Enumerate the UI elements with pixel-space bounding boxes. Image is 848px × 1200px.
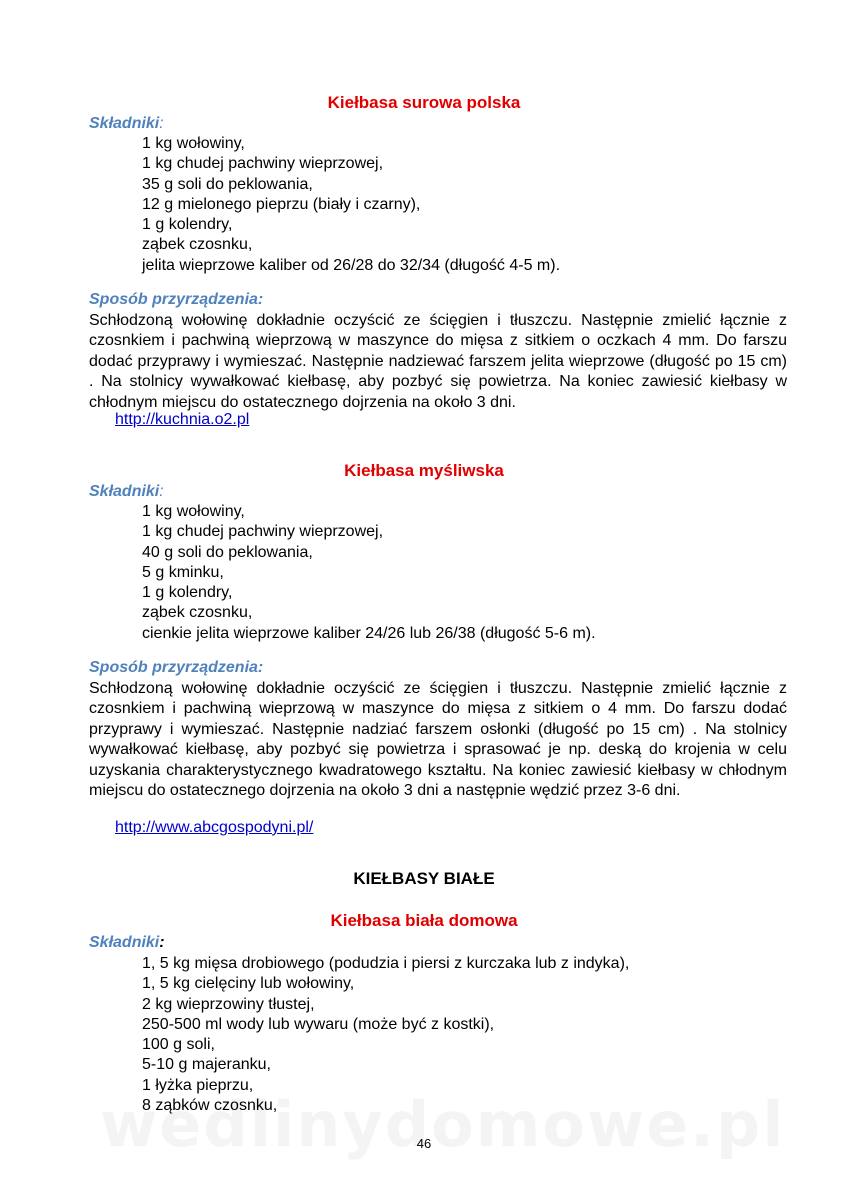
list-item: 1 g kolendry,: [142, 216, 233, 234]
list-item: ząbek czosnku,: [142, 604, 253, 622]
list-item: 1 kg wołowiny,: [142, 503, 245, 520]
ingredients-list: [142, 502, 596, 644]
recipe-title: Kiełbasa myśliwska: [344, 461, 504, 480]
list-item: 40 g soli do peklowania,: [142, 543, 313, 561]
section-heading: KIEŁBASY BIAŁE: [353, 869, 495, 888]
ingredients-label-colon: :: [159, 483, 164, 500]
ingredients-label: [89, 114, 164, 134]
list-item: jelita wieprzowe kaliber od 26/28 do 32/34 (długość 4-5 m).: [142, 256, 561, 274]
list-item: ząbek czosnku,: [142, 236, 253, 254]
list-item: 5-10 g majeranku,: [142, 1056, 271, 1074]
source-link[interactable]: http://www.abcgospodyni.pl/: [115, 819, 314, 836]
page-number: 46: [416, 1136, 432, 1151]
list-item: cienkie jelita wieprzowe kaliber 24/26 lub 26/38 (długość 5-6 m).: [142, 624, 596, 642]
ingredients-label-colon: :: [159, 115, 164, 132]
list-item: 1, 5 kg mięsa drobiowego (podudzia i piersi z kurczaka lub z indyka),: [142, 955, 630, 972]
method-text: Schłodzoną wołowinę dokładnie oczyścić ze ścięgien i tłuszczu. Następnie zmielić łącznie z czosnkiem i pachwiną wieprzową w maszynce do mięsa z sitkiem o 4 mm. Do farszu dodać przyprawy i wymieszać. Następnie nadziać farszem osłonki (długość po 15 cm) . Na stolnicy wywałkować kiełbasę, aby pozbyć się powietrza i sprasować je np. deską do krojenia w celu uzyskania charakterystycznego kwadratowego kształtu. Na koniec zawiesić kiełbasy w chłodnym miejscu do ostatecznego dojrzenia na około 3 dni a następnie wędzić przez 3-6 dni.: [89, 680, 787, 800]
method-text: Schłodzoną wołowinę dokładnie oczyścić ze ścięgien i tłuszczu. Następnie zmielić łącznie z czosnkiem i pachwiną wieprzową w maszynce do mięsa z sitkiem o oczkach 4 mm. Do farszu dodać przyprawy i wymieszać. Następnie nadziewać farszem jelita wieprzowe (długość po 15 cm) . Na stolnicy wywałkować kiełbasę, aby pozbyć się powietrza. Na koniec zawiesić kiełbasy w chłodnym miejscu do ostatecznego dojrzenia na około 3 dni.: [89, 312, 787, 411]
ingredients-list: [142, 134, 560, 276]
method-label: Sposób przyrządzenia:: [89, 291, 264, 308]
ingredients-label-colon: :: [159, 934, 165, 951]
ingredients-label-text: Składniki: [89, 483, 160, 500]
recipe-title: Kiełbasa biała domowa: [330, 911, 518, 930]
list-item: 1 kg chudej pachwiny wieprzowej,: [142, 155, 384, 173]
source-link[interactable]: http://kuchnia.o2.pl: [115, 411, 250, 428]
list-item: 12 g mielonego pieprzu (biały i czarny),: [142, 195, 421, 213]
list-item: 35 g soli do peklowania,: [142, 175, 313, 193]
ingredients-label: [89, 933, 165, 953]
method-label: Sposób przyrządzenia:: [89, 659, 264, 676]
list-item: 1 łyżka pieprzu,: [142, 1076, 254, 1094]
list-item: 1 kg chudej pachwiny wieprzowej,: [142, 523, 384, 541]
list-item: 1, 5 kg cielęciny lub wołowiny,: [142, 975, 355, 993]
list-item: 8 ząbków czosnku,: [142, 1097, 278, 1115]
ingredients-label: [89, 482, 164, 502]
ingredients-label-text: Składniki: [89, 115, 160, 132]
ingredients-label-text: Składniki: [89, 934, 160, 951]
list-item: 5 g kminku,: [142, 563, 224, 581]
list-item: 2 kg wieprzowiny tłustej,: [142, 995, 315, 1013]
recipe-title: Kiełbasa surowa polska: [327, 93, 521, 112]
list-item: 250-500 ml wody lub wywaru (może być z kostki),: [142, 1015, 495, 1033]
list-item: 100 g soli,: [142, 1036, 215, 1054]
list-item: 1 g kolendry,: [142, 584, 233, 602]
list-item: 1 kg wołowiny,: [142, 135, 245, 152]
